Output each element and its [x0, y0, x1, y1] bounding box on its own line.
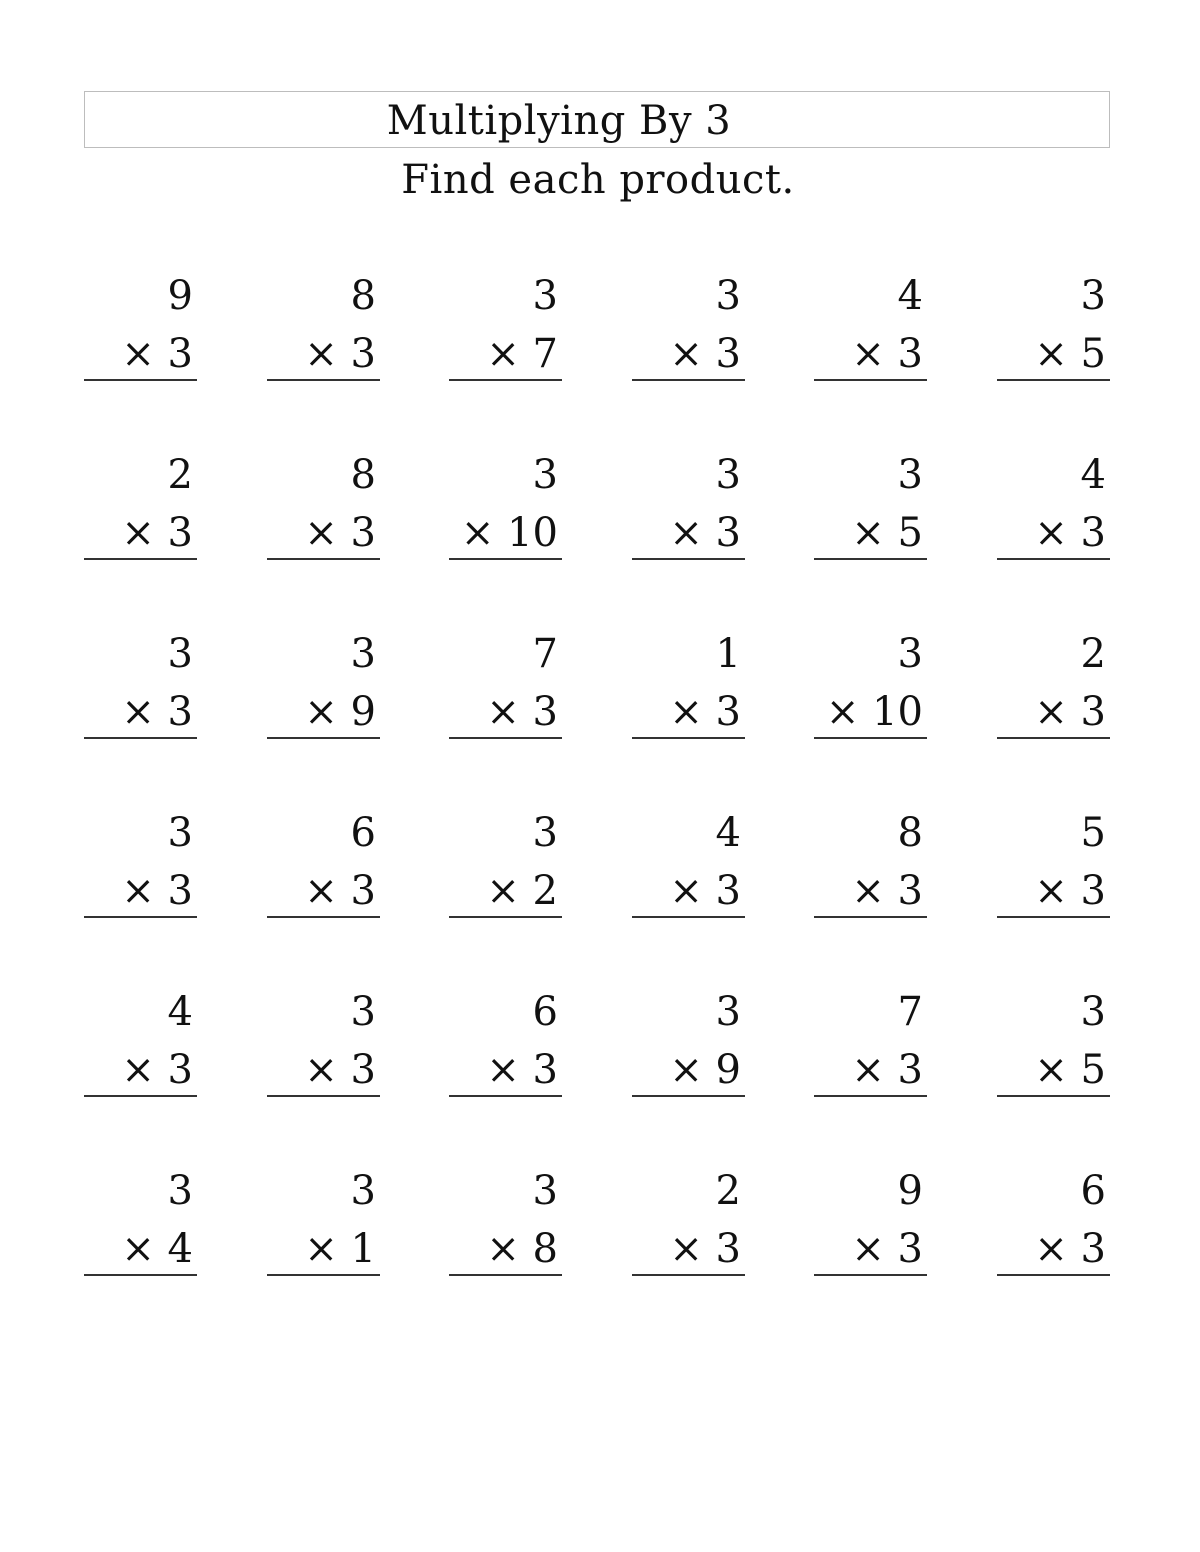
answer-line	[449, 1095, 562, 1097]
answer-line	[814, 737, 927, 739]
problem-top-number: 2	[715, 1168, 741, 1214]
answer-line	[997, 916, 1110, 918]
multiplication-problem	[267, 268, 380, 383]
problem-top-number: 7	[897, 989, 923, 1035]
problem-multiplier: × 3	[1034, 868, 1106, 914]
problem-top-number: 3	[167, 1168, 193, 1214]
problem-multiplier: × 1	[304, 1226, 376, 1272]
problem-top-number: 3	[715, 452, 741, 498]
problem-top-number: 3	[350, 1168, 376, 1214]
multiplication-problem	[814, 984, 927, 1099]
problem-multiplier: × 3	[851, 1047, 923, 1093]
multiplication-problem	[814, 1163, 927, 1278]
problem-multiplier: × 3	[304, 868, 376, 914]
answer-line	[814, 1095, 927, 1097]
problem-top-number: 4	[715, 810, 741, 856]
problem-multiplier: × 5	[1034, 1047, 1106, 1093]
answer-line	[814, 1274, 927, 1276]
answer-line	[84, 916, 197, 918]
problem-multiplier: × 3	[851, 1226, 923, 1272]
multiplication-problem	[997, 805, 1110, 920]
answer-line	[449, 737, 562, 739]
problem-multiplier: × 3	[669, 1226, 741, 1272]
problem-multiplier: × 8	[486, 1226, 558, 1272]
multiplication-problem	[632, 626, 745, 741]
answer-line	[997, 1095, 1110, 1097]
multiplication-problem	[814, 447, 927, 562]
problem-top-number: 2	[167, 452, 193, 498]
answer-line	[449, 1274, 562, 1276]
problem-multiplier: × 3	[851, 868, 923, 914]
answer-line	[84, 558, 197, 560]
multiplication-problem	[449, 268, 562, 383]
problem-top-number: 3	[167, 810, 193, 856]
answer-line	[267, 1274, 380, 1276]
problem-multiplier: × 5	[851, 510, 923, 556]
problem-multiplier: × 3	[851, 331, 923, 377]
multiplication-problem	[84, 984, 197, 1099]
problem-multiplier: × 9	[669, 1047, 741, 1093]
answer-line	[632, 916, 745, 918]
answer-line	[267, 379, 380, 381]
problem-multiplier: × 3	[1034, 689, 1106, 735]
multiplication-problem	[267, 1163, 380, 1278]
worksheet-title: Multiplying By 3	[386, 98, 732, 144]
multiplication-problem	[997, 984, 1110, 1099]
problem-multiplier: × 3	[121, 689, 193, 735]
answer-line	[632, 1095, 745, 1097]
multiplication-problem	[632, 1163, 745, 1278]
answer-line	[814, 916, 927, 918]
problem-top-number: 6	[1080, 1168, 1106, 1214]
answer-line	[814, 379, 927, 381]
multiplication-problem	[267, 447, 380, 562]
multiplication-problem	[997, 626, 1110, 741]
problem-top-number: 9	[897, 1168, 923, 1214]
problem-multiplier: × 3	[669, 331, 741, 377]
multiplication-problem	[84, 447, 197, 562]
problem-multiplier: × 10	[460, 510, 558, 556]
problem-multiplier: × 3	[121, 510, 193, 556]
answer-line	[84, 1095, 197, 1097]
problem-multiplier: × 3	[304, 331, 376, 377]
multiplication-problem	[84, 268, 197, 383]
problem-multiplier: × 3	[486, 689, 558, 735]
multiplication-problem	[814, 626, 927, 741]
problem-top-number: 8	[350, 273, 376, 319]
problem-top-number: 3	[350, 989, 376, 1035]
problem-top-number: 6	[532, 989, 558, 1035]
answer-line	[449, 558, 562, 560]
problem-top-number: 3	[167, 631, 193, 677]
problem-top-number: 3	[532, 452, 558, 498]
answer-line	[632, 379, 745, 381]
answer-line	[84, 1274, 197, 1276]
multiplication-problem	[449, 626, 562, 741]
problem-top-number: 3	[715, 989, 741, 1035]
multiplication-problem	[449, 447, 562, 562]
answer-line	[267, 916, 380, 918]
problem-top-number: 5	[1080, 810, 1106, 856]
problem-multiplier: × 3	[121, 868, 193, 914]
multiplication-problem	[814, 268, 927, 383]
problem-top-number: 3	[350, 631, 376, 677]
problem-multiplier: × 4	[121, 1226, 193, 1272]
multiplication-problem	[632, 268, 745, 383]
answer-line	[997, 737, 1110, 739]
answer-line	[449, 916, 562, 918]
problem-multiplier: × 3	[669, 510, 741, 556]
problem-multiplier: × 3	[669, 868, 741, 914]
problem-multiplier: × 3	[304, 1047, 376, 1093]
multiplication-problem	[84, 805, 197, 920]
answer-line	[632, 1274, 745, 1276]
multiplication-problem	[997, 268, 1110, 383]
answer-line	[84, 379, 197, 381]
answer-line	[632, 737, 745, 739]
problem-multiplier: × 7	[486, 331, 558, 377]
answer-line	[84, 737, 197, 739]
problem-multiplier: × 10	[825, 689, 923, 735]
multiplication-problem	[449, 805, 562, 920]
multiplication-problem	[449, 1163, 562, 1278]
problem-top-number: 3	[532, 810, 558, 856]
answer-line	[997, 1274, 1110, 1276]
multiplication-problem	[84, 1163, 197, 1278]
problem-top-number: 4	[1080, 452, 1106, 498]
problem-top-number: 3	[1080, 273, 1106, 319]
problem-top-number: 3	[897, 631, 923, 677]
problem-top-number: 7	[532, 631, 558, 677]
multiplication-problem	[84, 626, 197, 741]
multiplication-problem	[632, 984, 745, 1099]
problem-top-number: 2	[1080, 631, 1106, 677]
multiplication-problem	[267, 805, 380, 920]
worksheet-instructions: Find each product.	[401, 157, 795, 203]
problem-multiplier: × 3	[121, 1047, 193, 1093]
problem-multiplier: × 3	[1034, 1226, 1106, 1272]
answer-line	[997, 558, 1110, 560]
problem-top-number: 8	[350, 452, 376, 498]
multiplication-problem	[632, 805, 745, 920]
answer-line	[449, 379, 562, 381]
answer-line	[267, 558, 380, 560]
multiplication-problem	[997, 1163, 1110, 1278]
problem-top-number: 6	[350, 810, 376, 856]
problem-multiplier: × 3	[1034, 510, 1106, 556]
multiplication-problem	[997, 447, 1110, 562]
problem-top-number: 4	[897, 273, 923, 319]
problem-top-number: 8	[897, 810, 923, 856]
answer-line	[267, 1095, 380, 1097]
answer-line	[632, 558, 745, 560]
multiplication-problem	[632, 447, 745, 562]
problem-multiplier: × 5	[1034, 331, 1106, 377]
multiplication-problem	[267, 626, 380, 741]
answer-line	[267, 737, 380, 739]
problem-multiplier: × 3	[486, 1047, 558, 1093]
problem-top-number: 3	[532, 273, 558, 319]
problem-top-number: 9	[167, 273, 193, 319]
answer-line	[814, 558, 927, 560]
problem-top-number: 3	[532, 1168, 558, 1214]
problem-multiplier: × 3	[669, 689, 741, 735]
problem-multiplier: × 3	[304, 510, 376, 556]
problem-multiplier: × 9	[304, 689, 376, 735]
multiplication-problem	[267, 984, 380, 1099]
problem-multiplier: × 2	[486, 868, 558, 914]
problem-multiplier: × 3	[121, 331, 193, 377]
multiplication-problem	[814, 805, 927, 920]
answer-line	[997, 379, 1110, 381]
problem-top-number: 3	[715, 273, 741, 319]
problem-top-number: 3	[1080, 989, 1106, 1035]
multiplication-problem	[449, 984, 562, 1099]
problem-top-number: 3	[897, 452, 923, 498]
problem-top-number: 4	[167, 989, 193, 1035]
problem-top-number: 1	[715, 631, 741, 677]
